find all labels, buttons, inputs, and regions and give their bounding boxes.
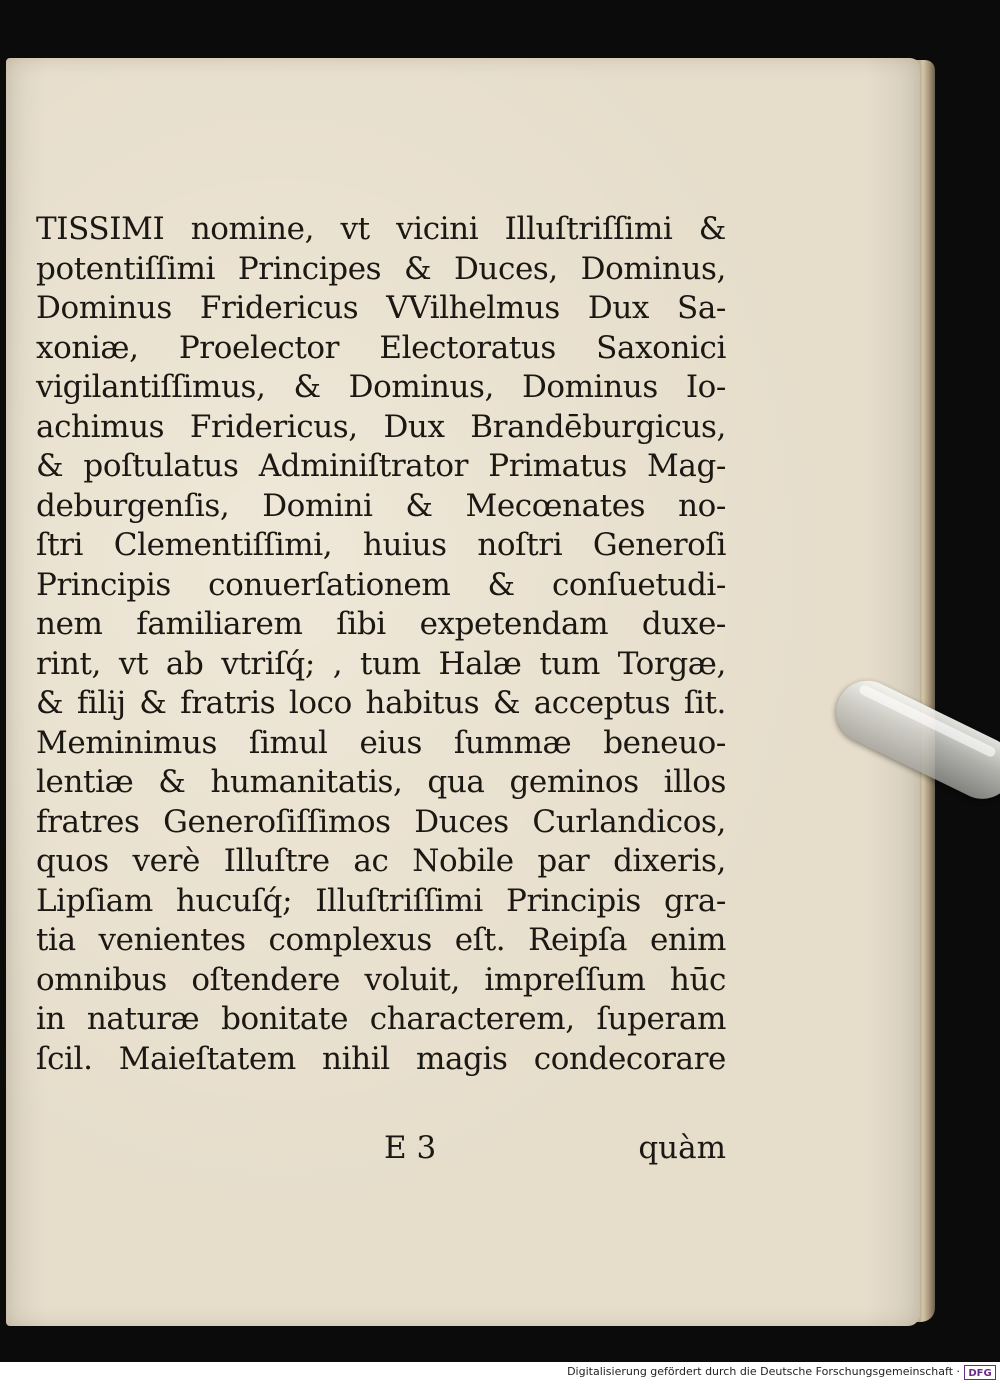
text-line: ſcil. Maieſtatem nihil magis condecorare: [36, 1040, 726, 1077]
text-line: & filij & fratris loco habitus & acceptus ſit.: [36, 685, 726, 721]
dfg-logo: DFG: [964, 1365, 996, 1380]
page-text-block: [36, 210, 726, 1079]
book-page: [6, 58, 920, 1326]
text-line: potentiſſimi Principes & Duces, Dominus,: [36, 250, 726, 287]
text-line: quos verè Illuſtre ac Nobile par dixeris,: [36, 843, 726, 879]
text-line: achimus Fridericus, Dux Brandēburgicus,: [36, 408, 726, 445]
text-line: ſtri Clementiſſimi, huius noſtri Generoſi: [36, 527, 726, 563]
text-line: Principis conuerſationem & conſuetudi-: [36, 566, 726, 603]
text-line: Lipſiam hucuſq́; Illuſtriſſimi Principis gra-: [36, 882, 726, 919]
credit-bar: [0, 1362, 1000, 1384]
text-line: omnibus oſtendere voluit, impreſſum hūc: [36, 961, 726, 998]
text-line: deburgenſis, Domini & Mecœnates no-: [36, 487, 726, 524]
text-line: Dominus Fridericus VVilhelmus Dux Sa-: [36, 290, 726, 326]
signature-mark: E 3: [384, 1130, 437, 1166]
text-line: & poſtulatus Adminiſtrator Primatus Mag-: [36, 448, 726, 484]
text-line: fratres Generoſiſſimos Duces Curlandicos,: [36, 803, 726, 840]
text-line: lentiæ & humanitatis, qua geminos illos: [36, 764, 726, 800]
text-line: tia venientes complexus eſt. Reipſa enim: [36, 922, 726, 958]
text-line: rint, vt ab vtriſq́; , tum Halæ tum Torgæ,: [36, 645, 726, 682]
page-footer: [36, 1130, 726, 1170]
text-line: TISSIMI nomine, vt vicini Illuſtriſſimi &: [36, 211, 726, 247]
text-line: vigilantiſſimus, & Dominus, Dominus Io-: [36, 369, 726, 405]
catchword: quàm: [638, 1130, 726, 1166]
text-line: in naturæ bonitate characterem, ſuperam: [36, 1001, 726, 1037]
text-line: Meminimus ſimul eius ſummæ beneuo-: [36, 724, 726, 761]
text-line: xoniæ, Proelector Electoratus Saxonici: [36, 329, 726, 366]
credit-text: Digitalisierung gefördert durch die Deutsche Forschungsgemeinschaft ·: [567, 1365, 960, 1378]
text-line: nem familiarem ſibi expetendam duxe-: [36, 606, 726, 642]
